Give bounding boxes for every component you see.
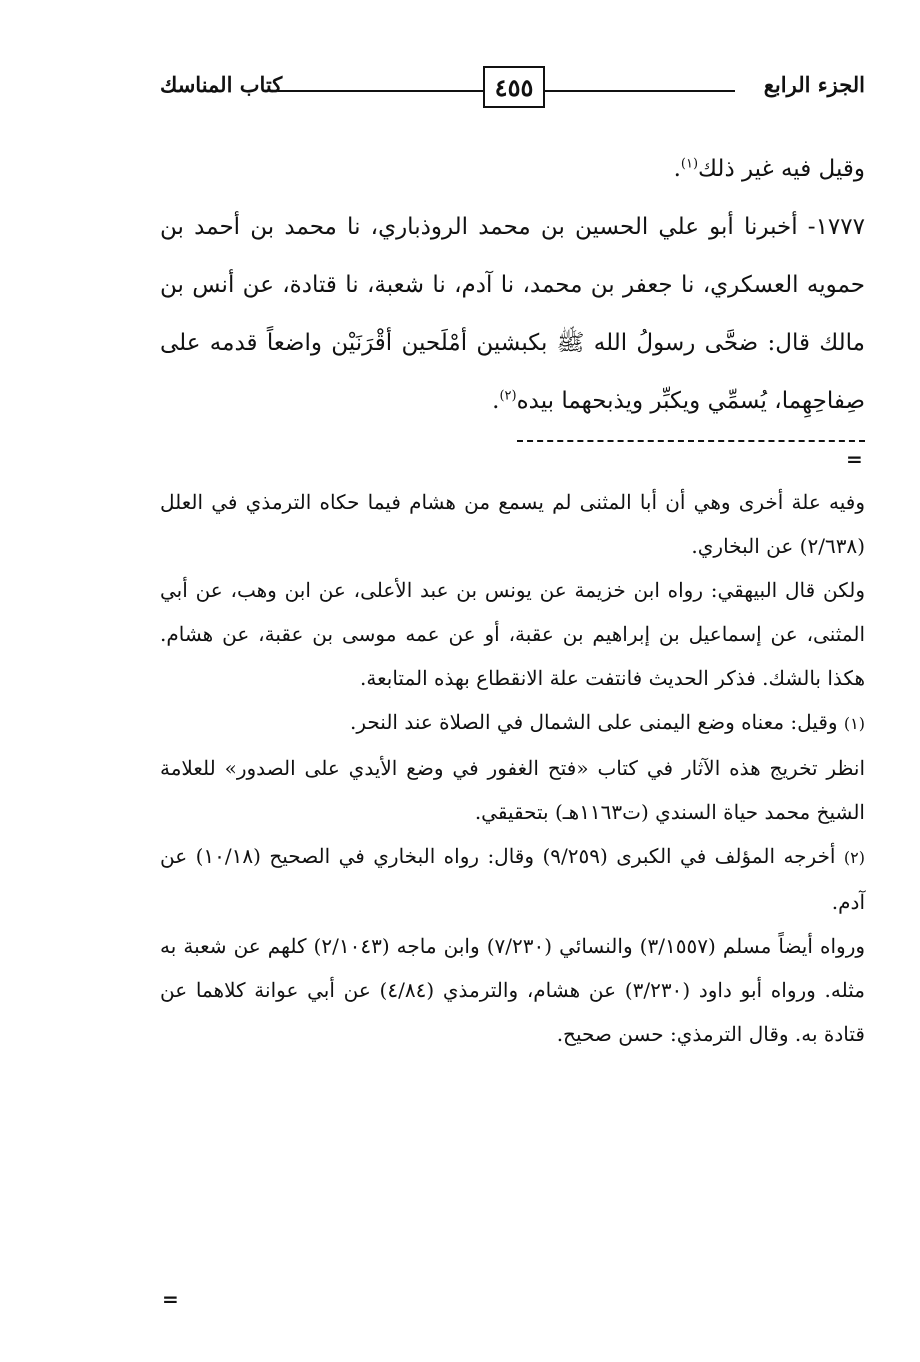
main-text (160, 140, 865, 430)
footnote-1-text: وقيل: معناه وضع اليمنى على الشمال في الصلاة عند النحر. (349, 710, 838, 734)
footnote-1-para-2: انظر تخريج هذه الآثار في كتاب «فتح الغفور في وضع الأيدي على الصدور» للعلامة الشيخ محمد حياة السندي (ت١١٦٣هـ) بتحقيقي. (160, 756, 865, 824)
main-line-1-text: وقيل فيه غير ذلك (698, 156, 865, 182)
volume-title: الجزء الرابع (763, 72, 865, 97)
footnote-1-number: (١) (843, 714, 865, 733)
footnote-ref-2[interactable]: (٢) (499, 388, 517, 404)
separator-line (517, 440, 865, 442)
footnote-ref-1[interactable]: (١) (680, 156, 699, 172)
main-line-1-end: . (673, 156, 681, 182)
continuation-mark-top: = (846, 447, 863, 471)
footnotes (160, 480, 865, 1056)
footnote-1 (160, 700, 865, 746)
continuation-mark-bottom: = (162, 1287, 179, 1311)
footnote-carry-1: وفيه علة أخرى وهي أن أبا المثنى لم يسمع من هشام فيما حكاه الترمذي في العلل (٢/٦٣٨) عن البخاري. (160, 490, 865, 558)
hadith-paragraph (160, 198, 865, 430)
header-rule-left (278, 90, 483, 92)
footnote-2-para-2: ورواه أيضاً مسلم (٣/١٥٥٧) والنسائي (٧/٢٣٠) وابن ماجه (٢/١٠٤٣) كلهم عن شعبة به مثله. ورواه أبو داود (٣/٢٣٠) عن هشام، والترمذي (٤/٨٤) عن أبي عوانة كلاهما عن قتادة به. وقال الترمذي: حسن صحيح. (160, 934, 866, 1046)
header-rule-right (545, 90, 735, 92)
footnote-2-number: (٢) (843, 848, 865, 867)
chapter-title: كتاب المناسك (160, 72, 283, 97)
page-number: ٤٥٥ (483, 66, 545, 108)
page-header (160, 66, 865, 114)
footnote-separator (160, 440, 865, 442)
hadith-end: . (492, 388, 500, 414)
main-line-1 (160, 140, 865, 198)
footnote-carry-2: ولكن قال البيهقي: رواه ابن خزيمة عن يونس بن عبد الأعلى، عن ابن وهب، عن أبي المثنى، عن إسماعيل بن إبراهيم بن عقبة، أو عن عمه موسى بن عقبة، عن هشام. هكذا بالشك. فذكر الحديث فانتفت علة الانقطاع بهذه المتابعة. (160, 578, 865, 690)
footnote-2-text: أخرجه المؤلف في الكبرى (٩/٢٥٩) وقال: رواه البخاري في الصحيح (١٠/١٨) عن آدم. (160, 844, 865, 914)
hadith-text: ١٧٧٧- أخبرنا أبو علي الحسين بن محمد الروذباري، نا محمد بن أحمد بن حمويه العسكري، نا جعفر بن محمد، نا آدم، نا شعبة، نا قتادة، عن أنس بن مالك قال: ضحَّى رسولُ الله ﷺ بكبشين أمْلَحين أقْرَنَيْن واضعاً قدمه على صِفاحِهِما، يُسمِّي ويكبِّر ويذبحهما بيده (160, 214, 865, 414)
footnote-2 (160, 834, 865, 924)
